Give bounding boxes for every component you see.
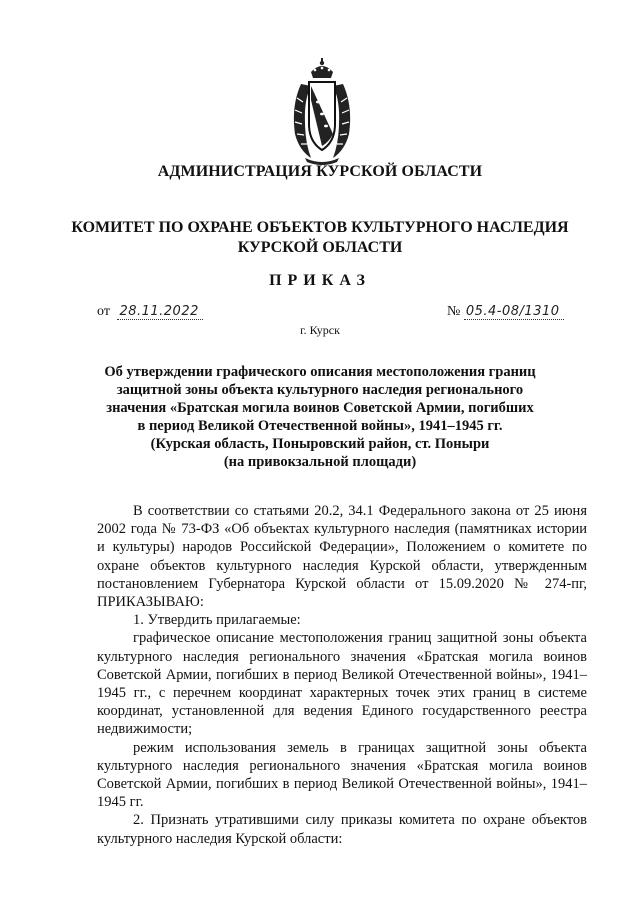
document-type-heading: ПРИКАЗ: [269, 272, 371, 289]
body-paragraph: 1. Утвердить прилагаемые:: [133, 612, 301, 629]
committee-heading: [60, 218, 580, 258]
committee-heading-line: КУРСКОЙ ОБЛАСТИ: [237, 239, 403, 256]
order-body: [97, 502, 587, 848]
title-line: в период Великой Отечественной войны», 1941–1945 гг.: [137, 418, 503, 434]
date-value-handwritten: 28.11.2022: [117, 304, 202, 320]
title-line: защитной зоны объекта культурного наследия регионального: [116, 382, 524, 398]
order-number: [447, 304, 564, 320]
title-line: (Курская область, Поныровский район, ст. Поныри: [150, 436, 490, 452]
body-paragraph: режим использования земель в границах защитной зоны объекта культурного наследия регионального значения «Братская могила воинов Советской Армии, погибших в период Великой Отечественной войны», 1941–1945 гг.: [97, 739, 587, 811]
body-paragraph: 2. Признать утратившими силу приказы комитета по охране объектов культурного наследия Курской области:: [97, 812, 587, 847]
date-label: от: [97, 304, 110, 319]
body-paragraph: графическое описание местоположения границ защитной зоны объекта культурного наследия регионального значения «Братская могила воинов Советской Армии, погибших в период Великой Отечественной войны», 1941–1945 гг., с перечнем координат характерных точек этих границ в системе координат, установленной для ведения Единого государственного реестра недвижимости;: [97, 630, 587, 738]
order-title: [90, 363, 550, 471]
number-label: №: [447, 304, 461, 319]
body-paragraph: В соответствии со статьями 20.2, 34.1 Федерального закона от 25 июня 2002 года № 73-ФЗ «Об объектах культурного наследия (памятниках истории и культуры) народов Российской Федерации», Положением о комитете по охране объектов культурного наследия Курской области, утвержденным постановлением Губернатора Курской области от 15.09.2020 № 274-пг, ПРИКАЗЫВАЮ:: [97, 503, 587, 611]
number-value-handwritten: 05.4-08/1310: [464, 304, 564, 320]
title-line: значения «Братская могила воинов Советской Армии, погибших: [106, 400, 534, 416]
title-line: Об утверждении графического описания местоположения границ: [104, 364, 536, 380]
title-line: (на привокзальной площади): [223, 454, 417, 470]
coat-of-arms-emblem: [287, 58, 357, 166]
city-line: г. Курск: [300, 323, 340, 337]
committee-heading-line: КОМИТЕТ ПО ОХРАНЕ ОБЪЕКТОВ КУЛЬТУРНОГО НАСЛЕДИЯ: [71, 219, 569, 236]
order-date: [97, 304, 203, 320]
administration-heading: АДМИНИСТРАЦИЯ КУРСКОЙ ОБЛАСТИ: [157, 163, 483, 180]
